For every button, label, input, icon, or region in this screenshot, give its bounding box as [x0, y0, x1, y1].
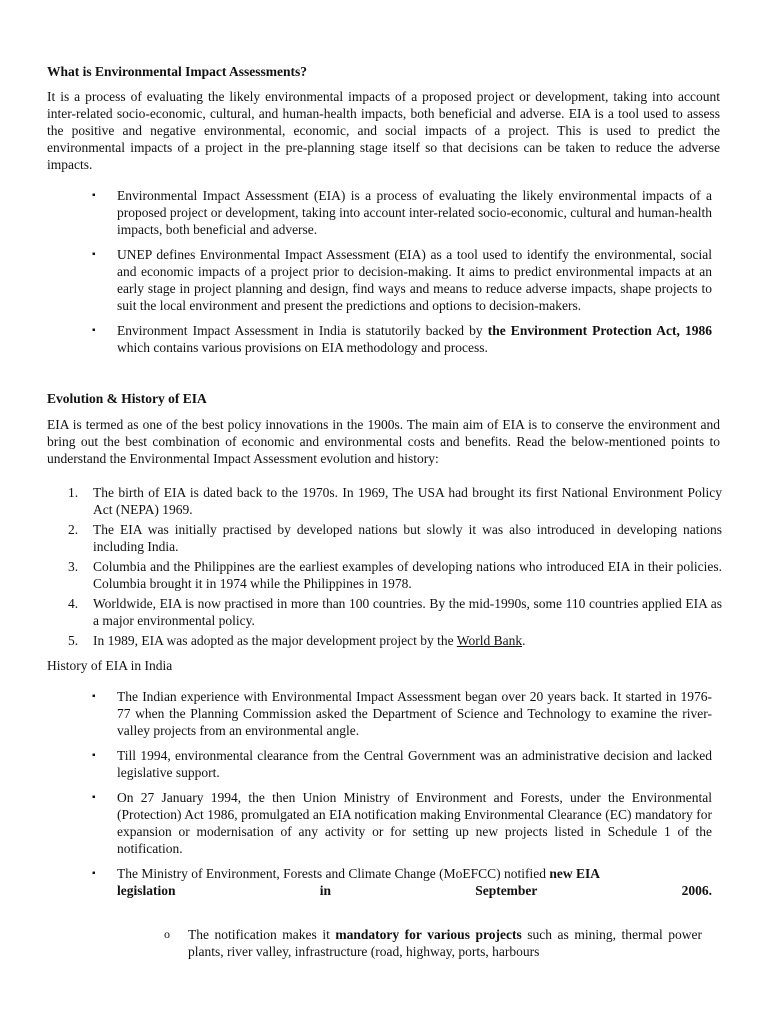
list-item-text-before: Environment Impact Assessment in India is statutorily backed by	[117, 323, 488, 338]
bullet-marker: ▪	[92, 868, 96, 879]
bullet-marker: ▪	[92, 750, 96, 761]
list-item	[92, 246, 712, 314]
numbered-list-history	[64, 484, 722, 652]
list-item	[64, 521, 722, 555]
list-item-text-before: The Ministry of Environment, Forests and Climate Change (MoEFCC) notified	[117, 866, 550, 881]
justified-bold-line	[117, 882, 712, 899]
list-item-text: Environmental Impact Assessment (EIA) is a process of evaluating the likely environmental impacts of a proposed project or development, taking into account inter-related socio-economic, cultural and human-health impacts, both beneficial and adverse.	[117, 188, 712, 237]
sub-bullet-list	[162, 926, 702, 960]
bullet-marker: ▪	[92, 792, 96, 803]
list-item-bold-act: the Environment Protection Act, 1986	[487, 323, 713, 338]
heading-what-is-eia: What is Environmental Impact Assessments?	[47, 64, 308, 79]
list-item-text: Columbia and the Philippines are the earliest examples of developing nations who introduced EIA in their policies. Columbia brought it in 1974 while the Philippines in 1978.	[93, 559, 722, 591]
list-item	[92, 322, 712, 356]
list-item	[92, 187, 712, 238]
list-item	[64, 632, 722, 649]
bullet-marker: ▪	[92, 249, 96, 260]
subheading-history-india: History of EIA in India	[47, 658, 173, 673]
heading-evolution-history: Evolution & History of EIA	[47, 391, 207, 406]
list-item-text: UNEP defines Environmental Impact Assessment (EIA) as a tool used to identify the environmental, social and economic impacts of a project prior to decision-making. It aims to predict environmental impacts at an early stage in project planning and design, find ways and means to reduce adverse impacts, shape projects to suit the local environment and present the predictions and options to decision-makers.	[117, 247, 712, 313]
list-item	[92, 688, 712, 739]
list-item	[64, 484, 722, 518]
circle-bullet-marker: o	[164, 927, 170, 941]
bullet-list-india	[92, 688, 712, 907]
list-item	[64, 595, 722, 629]
world-bank-link[interactable]: World Bank	[456, 633, 523, 648]
bullet-marker: ▪	[92, 190, 96, 201]
bullet-list-eia	[92, 187, 712, 364]
list-item-bold-new-eia: new EIA	[549, 866, 600, 881]
bullet-marker: ▪	[92, 325, 96, 336]
list-item-number: 3.	[68, 559, 79, 574]
list-item-text-before: In 1989, EIA was adopted as the major development project by the	[93, 633, 457, 648]
bold-word-september: September	[475, 883, 538, 898]
list-item-text-before: The notification makes it	[188, 927, 336, 942]
list-item-text: Till 1994, environmental clearance from the Central Government was an administrative decision and lacked legislative support.	[117, 748, 712, 780]
paragraph-eia-definition: It is a process of evaluating the likely environmental impacts of a proposed project or development, taking into account inter-related socio-economic, cultural, and human-health impacts, both beneficial and adverse. EIA is a tool used to assess the positive and negative environmental, economic, and social impacts of a project. This is used to predict the environmental impacts of a project in the pre-planning stage itself so that decisions can be taken to reduce the adverse impacts.	[47, 89, 720, 172]
list-item	[64, 558, 722, 592]
list-item-text-after: such as mining, thermal power plants, river valley, infrastructure (road, highway, ports, harbours	[188, 927, 703, 959]
list-item-text: The birth of EIA is dated back to the 1970s. In 1969, The USA had brought its first National Environment Policy Act (NEPA) 1969.	[93, 485, 722, 517]
list-item	[92, 789, 712, 857]
list-item-text: The Indian experience with Environmental Impact Assessment began over 20 years back. It started in 1976-77 when the Planning Commission asked the Department of Science and Technology to examine the river-valley projects from an environmental angle.	[117, 689, 712, 738]
bold-word-legislation: legislation	[117, 883, 176, 898]
list-item-number: 2.	[68, 522, 79, 537]
list-item	[162, 926, 702, 960]
list-item-number: 5.	[68, 633, 79, 648]
list-item	[92, 747, 712, 781]
bullet-marker: ▪	[92, 691, 96, 702]
list-item-text-after: .	[522, 633, 526, 648]
list-item	[92, 865, 712, 899]
paragraph-evolution: EIA is termed as one of the best policy innovations in the 1900s. The main aim of EIA is to conserve the environment and bring out the best combination of economic and environmental costs and benefits. Read the below-mentioned points to understand the Environmental Impact Assessment evolution and history:	[47, 417, 720, 466]
list-item-number: 1.	[68, 485, 79, 500]
bold-word-year: 2006.	[681, 883, 712, 898]
list-item-number: 4.	[68, 596, 79, 611]
list-item-bold-mandatory: mandatory for various projects	[335, 927, 522, 942]
list-item-text: On 27 January 1994, the then Union Ministry of Environment and Forests, under the Environmental (Protection) Act 1986, promulgated an EIA notification making Environmental Clearance (EC) mandatory for expansion or modernisation of any activity or for setting up new projects listed in Schedule 1 of the notification.	[117, 790, 712, 856]
list-item-text-after: which contains various provisions on EIA methodology and process.	[117, 340, 488, 355]
list-item-text: Worldwide, EIA is now practised in more than 100 countries. By the mid-1990s, some 110 countries applied EIA as a major environmental policy.	[93, 596, 722, 628]
bold-word-in: in	[319, 883, 331, 898]
list-item-text: The EIA was initially practised by developed nations but slowly it was also introduced in developing nations including India.	[93, 522, 722, 554]
